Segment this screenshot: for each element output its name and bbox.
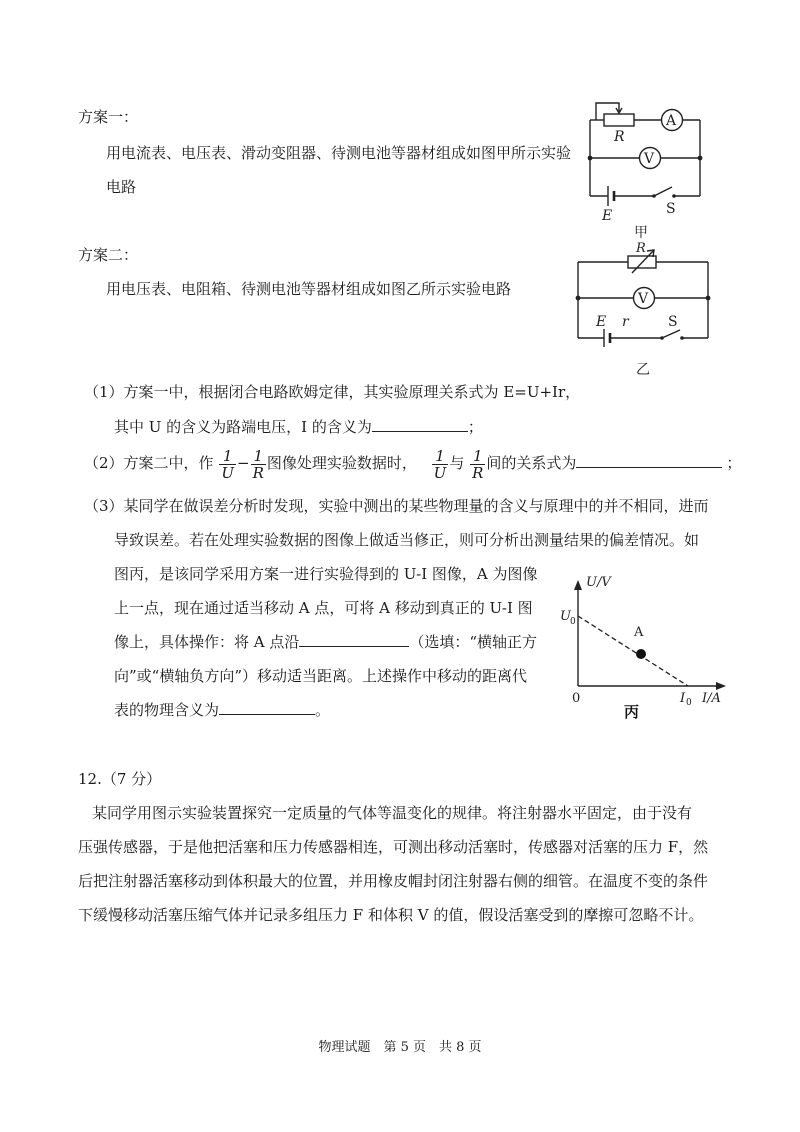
q3-line2: 导致误差。若在处理实验数据的图像上做适当修正，则可分析出测量结果的偏差情况。如 — [114, 531, 700, 549]
resistance-box-label: R — [636, 241, 646, 256]
q12-line4: 下缓慢移动活塞压缩气体并记录多组压力 F 和体积 V 的值，假设活塞受到的摩擦可忽略不计。 — [78, 906, 704, 924]
q1-line2-text: 其中 U 的含义为路端电压，I 的含义为 — [114, 418, 372, 436]
switch-label-jia: S — [666, 201, 676, 217]
y-axis-arrow — [574, 580, 582, 590]
q2-answer-blank[interactable] — [576, 453, 722, 468]
plan1-title: 方案一： — [78, 108, 139, 126]
battery-label-yi: E — [596, 314, 607, 330]
q2-post: 间的关系式为 — [486, 454, 577, 472]
q3-direction-blank[interactable] — [299, 632, 409, 647]
figure-label-bing: 丙 — [624, 703, 640, 720]
internal-r-label: r — [622, 314, 629, 330]
point-a-label: A — [634, 625, 644, 640]
ui-graph-figure-bing — [552, 574, 732, 720]
u0-subscript: 0 — [570, 617, 576, 627]
battery-label-jia: E — [602, 208, 613, 224]
q2-prefix: （2）方案二中，作 — [84, 454, 214, 472]
i0-subscript: 0 — [686, 698, 692, 708]
q1-line1: （1）方案一中，根据闭合电路欧姆定律，其实验原理关系式为 E=U+Ir， — [84, 383, 581, 401]
q3-line6: 向”或“横轴负方向”）移动适当距离。上述操作中移动的距离代 — [114, 667, 528, 685]
point-a-marker — [636, 649, 646, 659]
rheostat-label: R — [614, 129, 625, 145]
plan1-line1: 用电流表、电压表、滑动变阻器、待测电池等器材组成如图甲所示实验 — [106, 144, 572, 162]
q3-line7-post: 。 — [315, 701, 331, 719]
q12-line2: 压强传感器，于是他把活塞和压力传感器相连，可测出移动活塞时，传感器对活塞的压力 F，然 — [78, 838, 709, 856]
q3-meaning-blank[interactable] — [219, 700, 315, 715]
u0-label: U — [560, 609, 571, 624]
q2-end: ； — [726, 454, 742, 472]
origin-label: 0 — [572, 691, 581, 706]
q2-and: 与 — [449, 454, 465, 472]
figure-label-yi: 乙 — [636, 362, 650, 378]
y-axis-label: U/V — [586, 575, 611, 590]
q2-line — [84, 446, 741, 481]
q2-frac3: $\frac{1}{U}$ — [433, 446, 447, 482]
i0-label: I — [680, 691, 686, 706]
q3-line4: 上一点，现在通过适当移动 A 点，可将 A 移动到真正的 U-I 图 — [114, 599, 533, 617]
circuit-figure-yi — [570, 240, 716, 380]
ui-dashed-line — [578, 616, 688, 686]
q1-answer-blank[interactable] — [372, 417, 468, 432]
voltmeter-label-yi: V — [638, 291, 649, 307]
q2-frac-1-over-u: $\frac{1}{U}$ — [221, 446, 234, 482]
plan1-line2: 电路 — [106, 178, 137, 196]
q3-line5-pre: 像上，具体操作：将 A 点沿 — [114, 633, 300, 651]
x-axis-label: I/A — [702, 691, 721, 706]
q3-line3: 图丙，是该同学采用方案一进行实验得到的 U-I 图像，A 为图像 — [114, 565, 538, 583]
q2-minus: − — [236, 454, 250, 472]
q3-line1: （3）某同学在做误差分析时发现，实验中测出的某些物理量的含义与原理中的并不相同，进而 — [84, 497, 709, 515]
page-footer: 物理试题 第 5 页 共 8 页 — [318, 1040, 482, 1055]
figure-label-jia: 甲 — [634, 225, 648, 241]
ammeter-label: A — [666, 113, 677, 129]
x-axis-arrow — [716, 682, 726, 690]
q3-line5 — [114, 631, 537, 652]
plan2-title: 方案二： — [78, 246, 139, 264]
q3-line5-post: （选填：“横轴正方 — [409, 633, 538, 651]
plan2-line1: 用电压表、电阻箱、待测电池等器材组成如图乙所示实验电路 — [106, 280, 512, 298]
circuit-figure-jia — [582, 95, 708, 243]
q1-line2 — [114, 416, 483, 437]
q2-mid: 图像处理实验数据时， — [266, 454, 417, 472]
q12-line3: 后把注射器活塞移动到体积最大的位置，并用橡皮帽封闭注射器右侧的细管。在温度不变的条件 — [78, 872, 709, 890]
q12-header: 12.（7 分） — [78, 770, 162, 788]
q3-line7-pre: 表的物理含义为 — [114, 701, 220, 719]
q1-line2-end: ； — [467, 418, 483, 436]
switch-label-yi: S — [668, 314, 678, 330]
q12-line1: 某同学用图示实验装置探究一定质量的气体等温变化的规律。将注射器水平固定，由于没有 — [92, 804, 693, 822]
q2-frac-1-over-r: $\frac{1}{R}$ — [252, 446, 264, 482]
voltmeter-label-jia: V — [644, 151, 655, 167]
q2-frac4: $\frac{1}{R}$ — [472, 446, 484, 482]
q3-line7 — [114, 699, 330, 720]
